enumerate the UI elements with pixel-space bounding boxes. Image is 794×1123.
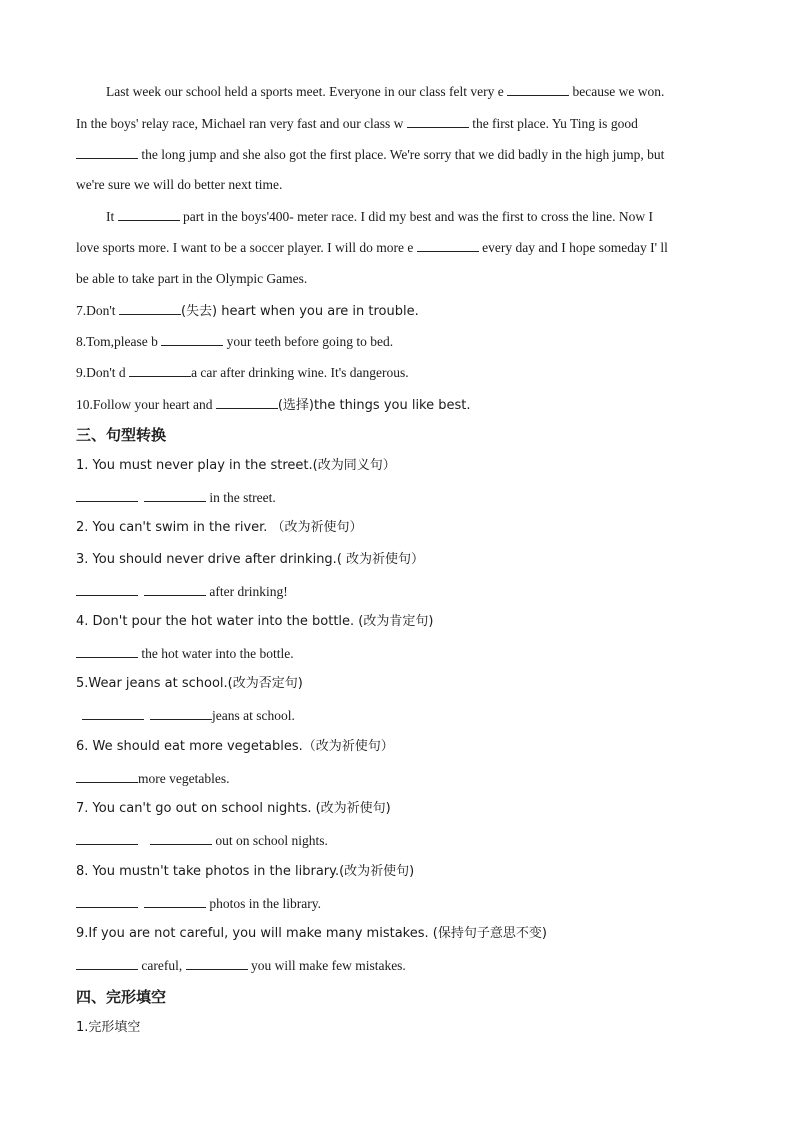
transform-question-3: 3. You should never drive after drinking.( 改为祈使句） bbox=[76, 552, 425, 567]
text: in the street. bbox=[209, 490, 276, 505]
text: Last week our school held a sports meet. Everyone in our class felt very e bbox=[106, 84, 504, 99]
answer-blank[interactable] bbox=[82, 706, 144, 720]
answer-blank[interactable] bbox=[76, 488, 138, 502]
passage-line bbox=[76, 176, 282, 194]
passage-line bbox=[106, 207, 653, 226]
answer-blank[interactable] bbox=[76, 831, 138, 845]
transform-question-8: 8. You mustn't take photos in the library.(改为祈使句) bbox=[76, 864, 415, 879]
transform-question-2: 2. You can't swim in the river. （改为祈使句） bbox=[76, 520, 363, 535]
answer-blank[interactable] bbox=[76, 956, 138, 970]
text: every day and I hope someday I' ll bbox=[482, 240, 668, 255]
answer-line-8 bbox=[76, 894, 321, 913]
transform-question-4: 4. Don't pour the hot water into the bottle. (改为肯定句) bbox=[76, 614, 434, 629]
text: (选择)the things you like best. bbox=[277, 398, 471, 413]
transform-question-6: 6. We should eat more vegetables.（改为祈使句） bbox=[76, 739, 394, 754]
text: part in the boys'400- meter race. I did my best and was the first to cross the line. Now I bbox=[183, 209, 653, 224]
text: after drinking! bbox=[209, 584, 288, 599]
answer-blank[interactable] bbox=[76, 769, 138, 783]
text: a car after drinking wine. It's dangerous. bbox=[191, 365, 409, 380]
answer-blank[interactable] bbox=[161, 332, 223, 346]
text: love sports more. I want to be a soccer player. I will do more e bbox=[76, 240, 414, 255]
fill-question-8 bbox=[76, 332, 393, 351]
text: In the boys' relay race, Michael ran very fast and our class w bbox=[76, 116, 404, 131]
answer-line-7 bbox=[76, 831, 328, 850]
answer-blank[interactable] bbox=[144, 582, 206, 596]
transform-question-9: 9.If you are not careful, you will make many mistakes. (保持句子意思不变) bbox=[76, 926, 547, 941]
passage-line bbox=[76, 114, 638, 133]
text: you will make few mistakes. bbox=[250, 958, 406, 973]
fill-question-10 bbox=[76, 395, 471, 415]
text: It bbox=[106, 209, 115, 224]
text: the first place. Yu Ting is good bbox=[472, 116, 638, 131]
cloze-question-1: 1.完形填空 bbox=[76, 1020, 141, 1035]
answer-line-4 bbox=[76, 644, 294, 663]
transform-question-5: 5.Wear jeans at school.(改为否定句) bbox=[76, 676, 303, 691]
answer-blank[interactable] bbox=[76, 582, 138, 596]
text: out on school nights. bbox=[215, 833, 328, 848]
passage-line bbox=[106, 82, 664, 101]
text: we're sure we will do better next time. bbox=[76, 177, 283, 192]
answer-blank[interactable] bbox=[144, 894, 206, 908]
answer-blank[interactable] bbox=[507, 82, 569, 96]
text: careful, bbox=[141, 958, 183, 973]
text: the hot water into the bottle. bbox=[141, 646, 294, 661]
answer-blank[interactable] bbox=[150, 831, 212, 845]
transform-question-1: 1. You must never play in the street.(改为同义句） bbox=[76, 458, 396, 473]
answer-blank[interactable] bbox=[417, 238, 479, 252]
answer-blank[interactable] bbox=[186, 956, 248, 970]
answer-blank[interactable] bbox=[129, 363, 191, 377]
fill-question-9 bbox=[76, 363, 409, 382]
answer-blank[interactable] bbox=[144, 488, 206, 502]
answer-blank[interactable] bbox=[76, 894, 138, 908]
answer-line-5 bbox=[82, 706, 295, 725]
text: 9.Don't d bbox=[76, 365, 126, 380]
text: because we won. bbox=[572, 84, 665, 99]
answer-line-9 bbox=[76, 956, 406, 975]
answer-blank[interactable] bbox=[216, 395, 278, 409]
answer-blank[interactable] bbox=[150, 706, 212, 720]
answer-blank[interactable] bbox=[76, 644, 138, 658]
text: your teeth before going to bed. bbox=[226, 334, 394, 349]
text: jeans at school. bbox=[212, 708, 295, 723]
fill-question-7 bbox=[76, 301, 419, 321]
text: more vegetables. bbox=[138, 771, 230, 786]
text: 7.Don't bbox=[76, 303, 116, 318]
text: photos in the library. bbox=[209, 896, 321, 911]
text: the long jump and she also got the first place. We're sorry that we did badly in the high jump, but bbox=[141, 147, 665, 162]
transform-question-7: 7. You can't go out on school nights. (改为祈使句) bbox=[76, 801, 391, 816]
passage-line bbox=[76, 238, 668, 257]
text: 8.Tom,please b bbox=[76, 334, 158, 349]
section-heading: 四、完形填空 bbox=[76, 988, 167, 1006]
passage-line bbox=[76, 270, 307, 288]
answer-line-6 bbox=[76, 769, 229, 788]
answer-blank[interactable] bbox=[119, 301, 181, 315]
text: be able to take part in the Olympic Games. bbox=[76, 271, 308, 286]
section-heading: 三、句型转换 bbox=[76, 426, 167, 444]
passage-line bbox=[76, 145, 664, 164]
answer-blank[interactable] bbox=[118, 207, 180, 221]
answer-blank[interactable] bbox=[407, 114, 469, 128]
text: 10.Follow your heart and bbox=[76, 397, 213, 412]
answer-line-3 bbox=[76, 582, 288, 601]
answer-line-1 bbox=[76, 488, 276, 507]
answer-blank[interactable] bbox=[76, 145, 138, 159]
text: (失去) heart when you are in trouble. bbox=[180, 304, 419, 319]
